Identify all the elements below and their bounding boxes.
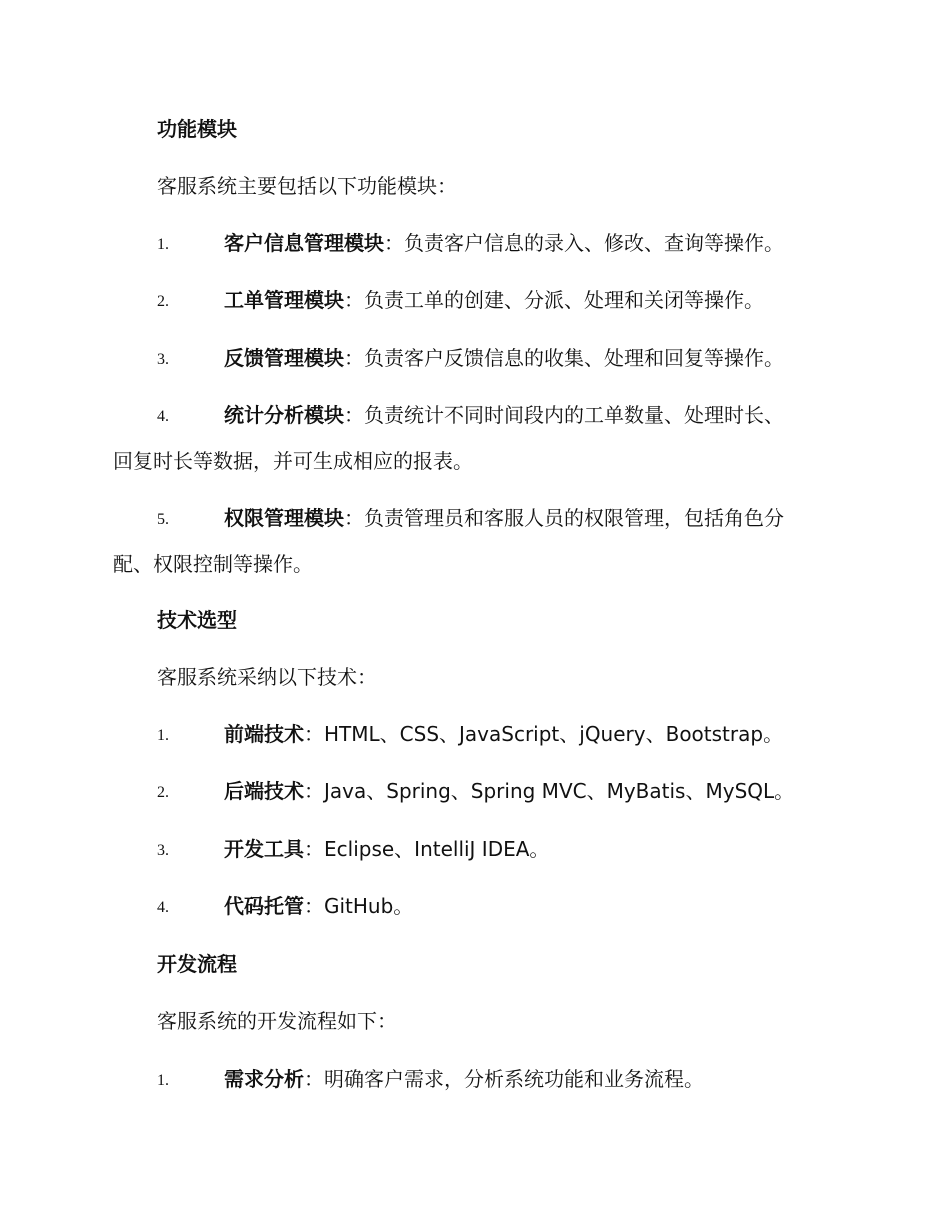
list-item-continuation: 回复时长等数据，并可生成相应的报表。 <box>113 449 473 473</box>
list-item-description: 负责客户反馈信息的收集、处理和回复等操作。 <box>364 346 784 370</box>
list-number: 3. <box>157 351 169 368</box>
list-item-description: 明确客户需求，分析系统功能和业务流程。 <box>324 1067 704 1091</box>
section-intro-modules: 客服系统主要包括以下功能模块： <box>157 174 457 198</box>
list-item-separator: ： <box>304 1067 324 1091</box>
list-item-separator: ： <box>344 403 364 427</box>
list-item-separator: ： <box>344 346 364 370</box>
list-number: 4. <box>157 899 169 916</box>
list-item-description: 负责工单的创建、分派、处理和关闭等操作。 <box>364 288 764 312</box>
list-item-text <box>224 504 784 532</box>
list-item-continuation: 配、权限控制等操作。 <box>113 552 313 576</box>
list-number: 4. <box>157 408 169 425</box>
list-item-description: HTML、CSS、JavaScript、jQuery、Bootstrap。 <box>324 722 784 746</box>
list-item-separator: ： <box>384 231 404 255</box>
list-item-text <box>224 401 784 429</box>
list-item-separator: ： <box>304 779 324 803</box>
section-heading-process: 开发流程 <box>157 952 237 976</box>
list-number: 5. <box>157 511 169 528</box>
list-item-text <box>224 1065 704 1093</box>
list-item-separator: ： <box>344 288 364 312</box>
list-number: 1. <box>157 1072 169 1089</box>
section-intro-tech: 客服系统采纳以下技术： <box>157 665 377 689</box>
list-item-text <box>224 892 413 920</box>
list-item-text <box>224 835 549 863</box>
list-item-description: GitHub。 <box>324 894 414 918</box>
list-item-description: 负责统计不同时间段内的工单数量、处理时长、 <box>364 403 784 427</box>
list-number: 1. <box>157 236 169 253</box>
list-item-separator: ： <box>304 894 324 918</box>
list-number: 3. <box>157 842 169 859</box>
list-number: 2. <box>157 293 169 310</box>
list-item-separator: ： <box>304 722 324 746</box>
section-heading-modules: 功能模块 <box>157 117 237 141</box>
list-item-description: 负责管理员和客服人员的权限管理，包括角色分 <box>364 506 784 530</box>
list-item-text <box>224 777 794 805</box>
list-item-term: 需求分析 <box>224 1067 304 1091</box>
list-item-description: 负责客户信息的录入、修改、查询等操作。 <box>404 231 784 255</box>
section-intro-process: 客服系统的开发流程如下： <box>157 1009 397 1033</box>
list-item-term: 统计分析模块 <box>224 403 344 427</box>
list-item-term: 权限管理模块 <box>224 506 344 530</box>
list-number: 1. <box>157 727 169 744</box>
list-item-separator: ： <box>304 837 324 861</box>
list-item-text <box>224 286 764 314</box>
list-item-separator: ： <box>344 506 364 530</box>
list-item-text <box>224 344 784 372</box>
list-item-term: 代码托管 <box>224 894 304 918</box>
list-item-term: 客户信息管理模块 <box>224 231 384 255</box>
list-item-description: Java、Spring、Spring MVC、MyBatis、MySQL。 <box>324 779 795 803</box>
list-item-term: 反馈管理模块 <box>224 346 344 370</box>
list-item-text <box>224 720 783 748</box>
list-item-text <box>224 229 784 257</box>
list-item-term: 前端技术 <box>224 722 304 746</box>
section-heading-tech: 技术选型 <box>157 608 237 632</box>
list-item-term: 工单管理模块 <box>224 288 344 312</box>
list-item-description: Eclipse、IntelliJ IDEA。 <box>324 837 550 861</box>
list-item-term: 开发工具 <box>224 837 304 861</box>
list-number: 2. <box>157 784 169 801</box>
list-item-term: 后端技术 <box>224 779 304 803</box>
